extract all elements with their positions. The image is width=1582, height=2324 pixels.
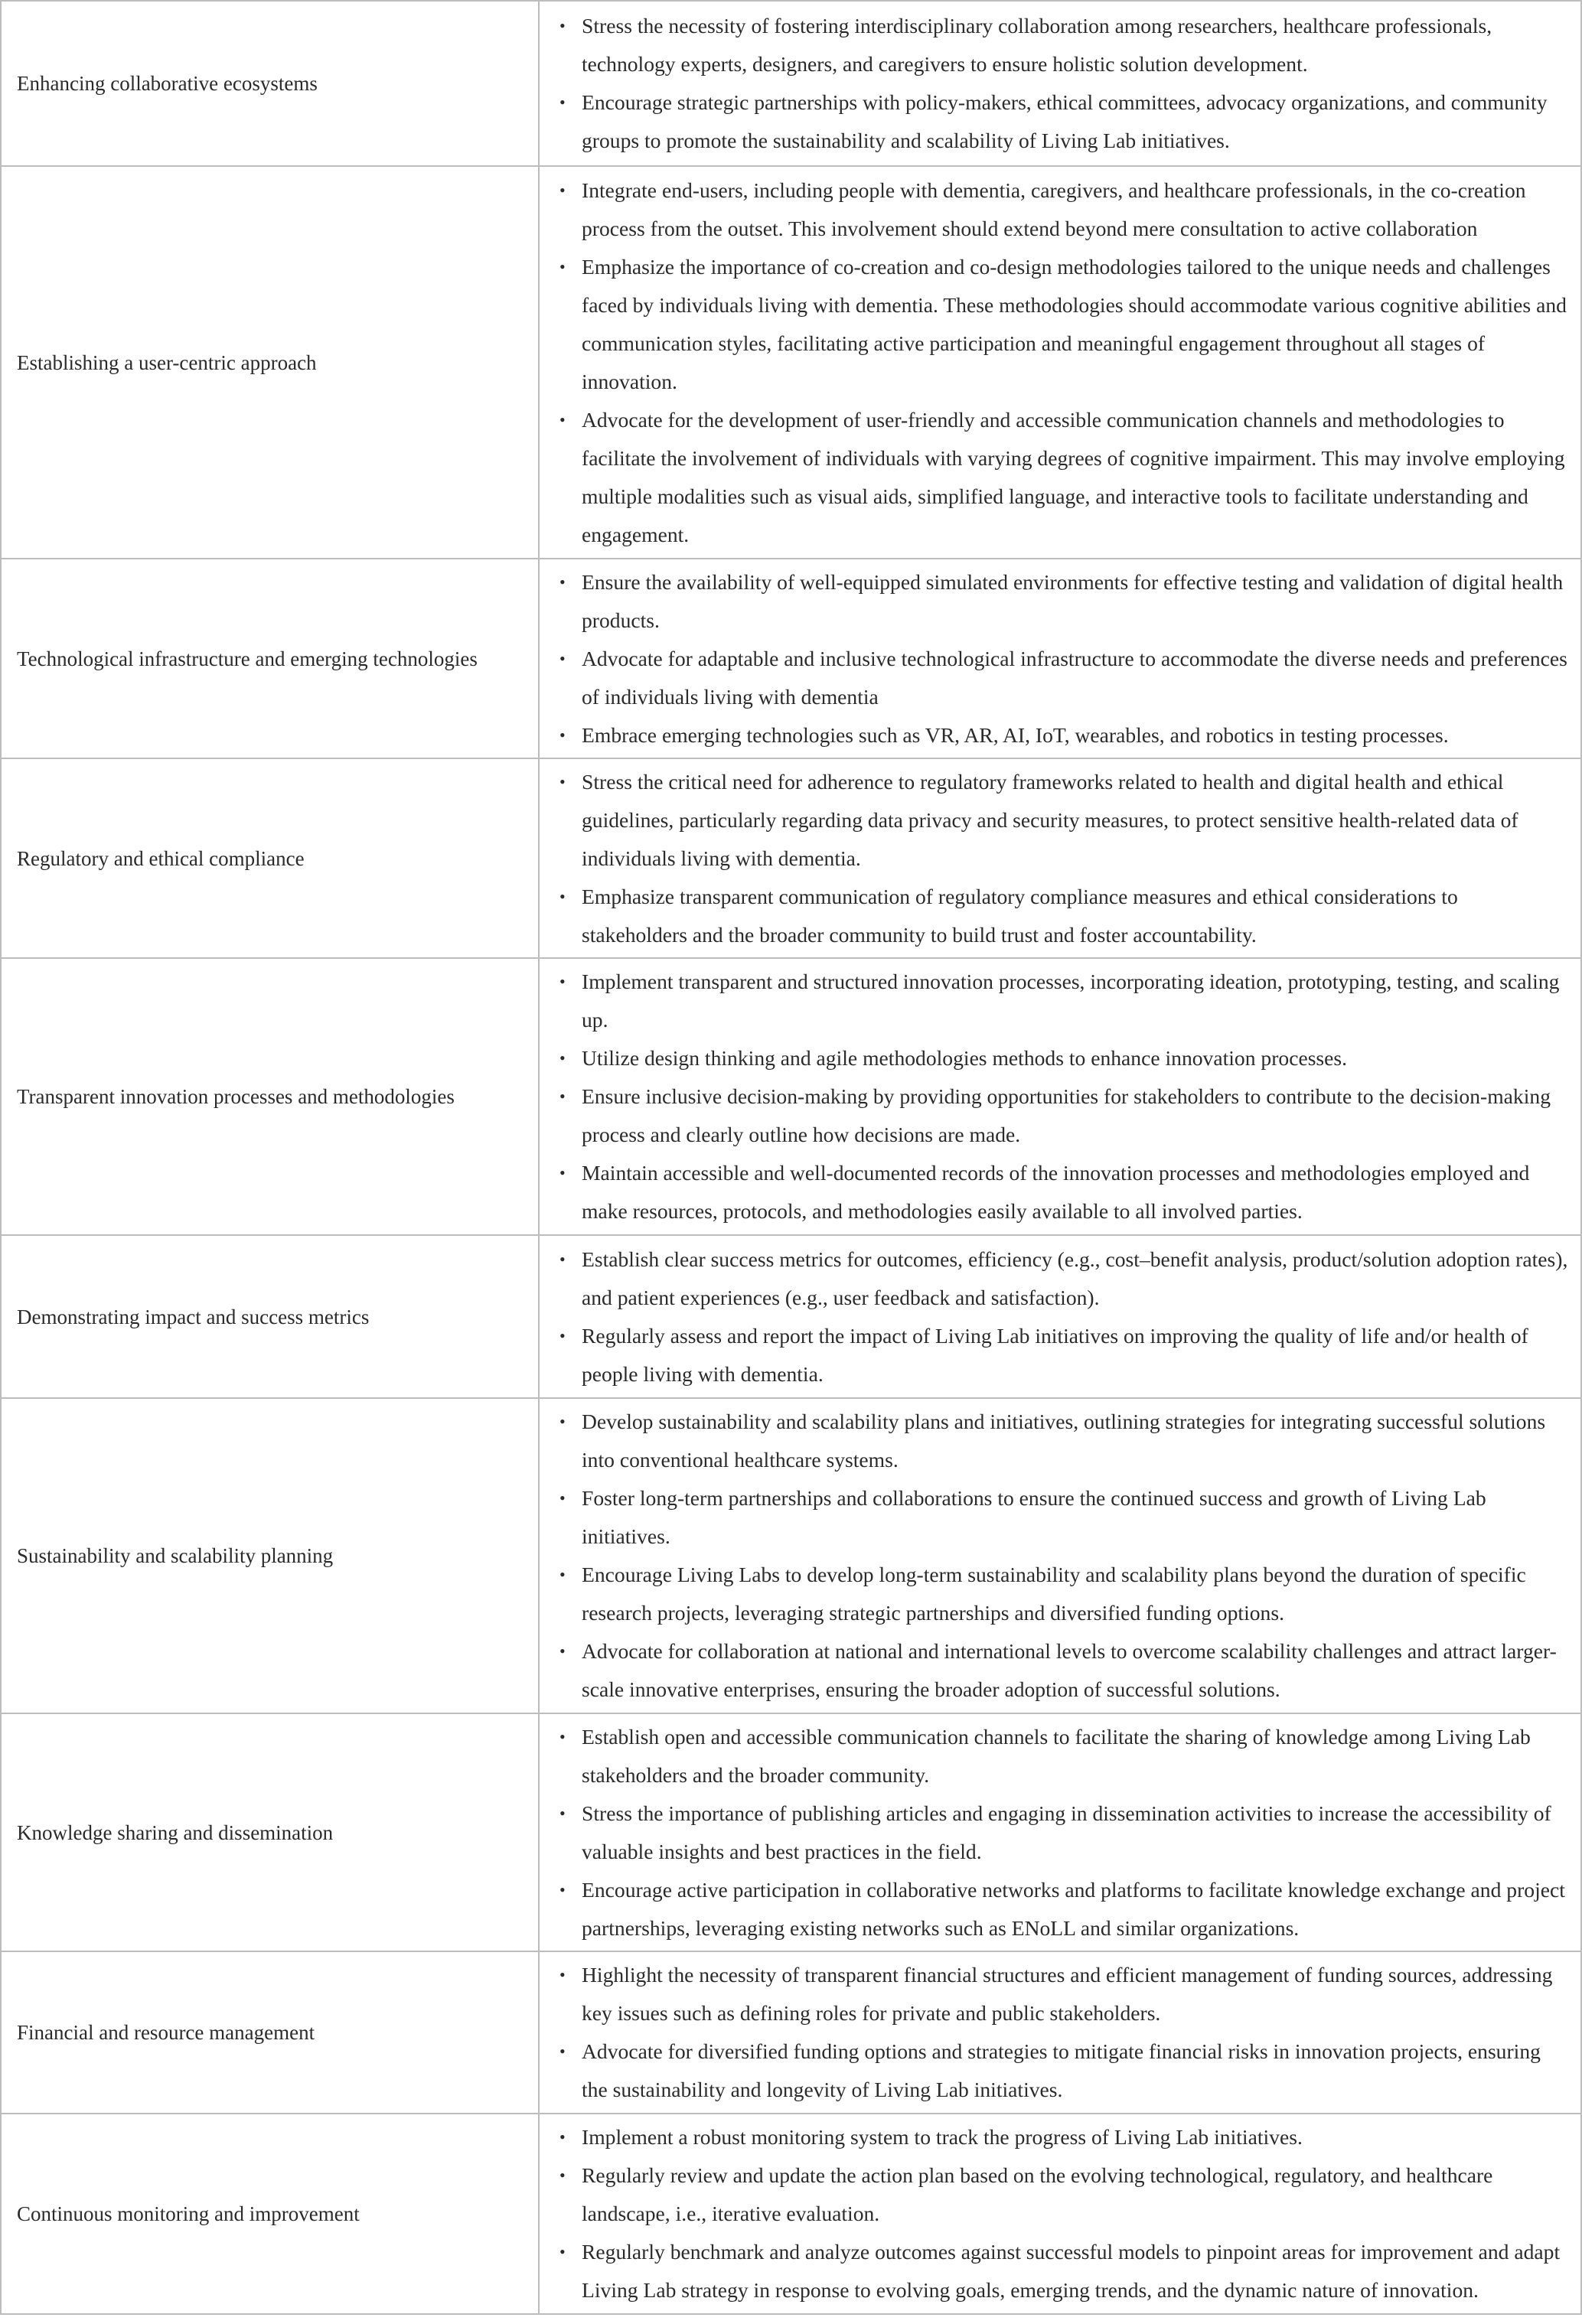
row-items-cell bbox=[539, 1, 1581, 166]
table-row bbox=[1, 2114, 1581, 2314]
bullet-icon: • bbox=[559, 16, 566, 35]
bullet-icon: • bbox=[559, 1879, 566, 1899]
row-label: Technological infrastructure and emerging technologies bbox=[17, 647, 478, 670]
bullet-icon: • bbox=[559, 1087, 566, 1106]
bullet-icon: • bbox=[559, 1249, 566, 1269]
bullet-icon: • bbox=[559, 2242, 566, 2261]
bullet-list bbox=[558, 1240, 1568, 1393]
list-item: • Emphasize the importance of co-creation and co-design methodologies tailored to the unique needs and challenges faced by individuals living with dementia. These methodologies should accommodate various cognitive abilities and communication styles, facilitating active participation and meaningful engagement throughout all stages of innovation. bbox=[558, 248, 1568, 401]
list-item: • Advocate for collaboration at national and international levels to overcome scalability challenges and attract larger-scale innovative enterprises, ensuring the broader adoption of successful solutions. bbox=[558, 1632, 1568, 1709]
list-item: • Implement transparent and structured innovation processes, incorporating ideation, prototyping, testing, and scaling up. bbox=[558, 963, 1568, 1039]
list-item: • Stress the importance of publishing articles and engaging in dissemination activities to increase the accessibility of valuable insights and best practices in the field. bbox=[558, 1794, 1568, 1871]
bullet-icon: • bbox=[559, 256, 566, 276]
bullet-list bbox=[558, 171, 1568, 554]
bullet-icon: • bbox=[559, 1048, 566, 1067]
list-item: • Encourage active participation in collaborative networks and platforms to facilitate knowledge exchange and project partnerships, leveraging existing networks such as ENoLL and similar organizations. bbox=[558, 1871, 1568, 1948]
row-label: Financial and resource management bbox=[17, 2021, 315, 2044]
row-label-cell bbox=[1, 1951, 539, 2114]
bullet-list bbox=[558, 1718, 1568, 1948]
bullet-icon: • bbox=[559, 1412, 566, 1431]
row-items-cell bbox=[539, 1235, 1581, 1398]
table-row bbox=[1, 1713, 1581, 1951]
table-row bbox=[1, 1951, 1581, 2114]
bullet-list bbox=[558, 2118, 1568, 2309]
row-label-cell bbox=[1, 1713, 539, 1951]
bullet-icon: • bbox=[559, 1726, 566, 1746]
bullet-icon: • bbox=[559, 2042, 566, 2061]
row-label-cell bbox=[1, 166, 539, 559]
row-label: Knowledge sharing and dissemination bbox=[17, 1820, 334, 1844]
bullet-icon: • bbox=[559, 725, 566, 745]
bullet-icon: • bbox=[559, 771, 566, 791]
table-row bbox=[1, 758, 1581, 958]
row-items-cell bbox=[539, 758, 1581, 958]
bullet-icon: • bbox=[559, 409, 566, 429]
bullet-icon: • bbox=[559, 886, 566, 906]
list-item: • Establish open and accessible communication channels to facilitate the sharing of knowledge among Living Lab stakeholders and the broader community. bbox=[558, 1718, 1568, 1794]
bullet-icon: • bbox=[559, 2166, 566, 2185]
row-items-cell bbox=[539, 2114, 1581, 2314]
list-item: • Maintain accessible and well-documented records of the innovation processes and methodologies employed and make resources, protocols, and methodologies easily available to all involved parties. bbox=[558, 1154, 1568, 1230]
bullet-list bbox=[558, 963, 1568, 1230]
list-item: • Encourage strategic partnerships with policy-makers, ethical committees, advocacy organizations, and community groups to promote the sustainability and scalability of Living Lab initiatives. bbox=[558, 83, 1568, 160]
row-label: Enhancing collaborative ecosystems bbox=[17, 72, 318, 95]
bullet-list bbox=[558, 7, 1568, 160]
bullet-icon: • bbox=[559, 1163, 566, 1182]
list-item: • Regularly assess and report the impact of Living Lab initiatives on improving the quality of life and/or health of people living with dementia. bbox=[558, 1317, 1568, 1393]
list-item: • Regularly benchmark and analyze outcomes against successful models to pinpoint areas for improvement and adapt Living Lab strategy in response to evolving goals, emerging trends, and the dynamic nature of innovation. bbox=[558, 2233, 1568, 2309]
row-label-cell bbox=[1, 2114, 539, 2314]
bullet-icon: • bbox=[559, 1641, 566, 1661]
bullet-icon: • bbox=[559, 180, 566, 200]
list-item: • Develop sustainability and scalability plans and initiatives, outlining strategies for integrating successful solutions into conventional healthcare systems. bbox=[558, 1403, 1568, 1479]
bullet-icon: • bbox=[559, 572, 566, 592]
list-item: • Highlight the necessity of transparent financial structures and efficient management of funding sources, addressing key issues such as defining roles for private and public stakeholders. bbox=[558, 1956, 1568, 2032]
list-item: • Emphasize transparent communication of regulatory compliance measures and ethical considerations to stakeholders and the broader community to build trust and foster accountability. bbox=[558, 878, 1568, 954]
row-label-cell bbox=[1, 559, 539, 758]
bullet-icon: • bbox=[559, 1565, 566, 1584]
row-label-cell bbox=[1, 958, 539, 1235]
row-label: Continuous monitoring and improvement bbox=[17, 2202, 360, 2225]
list-item: • Stress the necessity of fostering interdisciplinary collaboration among researchers, healthcare professionals, technology experts, designers, and caregivers to ensure holistic solution development. bbox=[558, 7, 1568, 83]
bullet-icon: • bbox=[559, 972, 566, 991]
bullet-icon: • bbox=[559, 648, 566, 668]
list-item: • Advocate for the development of user-friendly and accessible communication channels and methodologies to facilitate the involvement of individuals with varying degrees of cognitive impairment. This may involve employing multiple modalities such as visual aids, simplified language, and interactive tools to facilitate understanding and engagement. bbox=[558, 401, 1568, 554]
bullet-list bbox=[558, 1403, 1568, 1709]
table-row bbox=[1, 1235, 1581, 1398]
row-items-cell bbox=[539, 1951, 1581, 2114]
row-label: Sustainability and scalability planning bbox=[17, 1544, 334, 1567]
row-label: Establishing a user-centric approach bbox=[17, 350, 317, 374]
row-items-cell bbox=[539, 1713, 1581, 1951]
list-item: • Foster long-term partnerships and collaborations to ensure the continued success and growth of Living Lab initiatives. bbox=[558, 1479, 1568, 1556]
row-label: Regulatory and ethical compliance bbox=[17, 846, 305, 870]
row-label: Transparent innovation processes and methodologies bbox=[17, 1085, 455, 1108]
list-item: • Establish clear success metrics for outcomes, efficiency (e.g., cost–benefit analysis, product/solution adoption rates), and patient experiences (e.g., user feedback and satisfaction). bbox=[558, 1240, 1568, 1317]
table-row bbox=[1, 1398, 1581, 1713]
row-items-cell bbox=[539, 166, 1581, 559]
bullet-icon: • bbox=[559, 93, 566, 112]
bullet-icon: • bbox=[559, 1325, 566, 1345]
list-item: • Utilize design thinking and agile methodologies methods to enhance innovation processes. bbox=[558, 1039, 1568, 1077]
table-row bbox=[1, 958, 1581, 1235]
list-item: • Ensure inclusive decision-making by providing opportunities for stakeholders to contribute to the decision-making process and clearly outline how decisions are made. bbox=[558, 1077, 1568, 1154]
bullet-list bbox=[558, 563, 1568, 755]
list-item: • Ensure the availability of well-equipped simulated environments for effective testing and validation of digital health products. bbox=[558, 563, 1568, 640]
row-label-cell bbox=[1, 1398, 539, 1713]
bullet-icon: • bbox=[559, 1488, 566, 1508]
bullet-list bbox=[558, 763, 1568, 954]
list-item: • Regularly review and update the action plan based on the evolving technological, regulatory, and healthcare landscape, i.e., iterative evaluation. bbox=[558, 2156, 1568, 2233]
list-item: • Embrace emerging technologies such as VR, AR, AI, IoT, wearables, and robotics in testing processes. bbox=[558, 716, 1568, 755]
list-item: • Stress the critical need for adherence to regulatory frameworks related to health and digital health and ethical guidelines, particularly regarding data privacy and security measures, to protect sensitive health-related data of individuals living with dementia. bbox=[558, 763, 1568, 878]
table-row bbox=[1, 166, 1581, 559]
row-label-cell bbox=[1, 1235, 539, 1398]
bullet-icon: • bbox=[559, 1803, 566, 1823]
row-items-cell bbox=[539, 1398, 1581, 1713]
table-body bbox=[1, 1, 1581, 2314]
list-item: • Advocate for adaptable and inclusive technological infrastructure to accommodate the diverse needs and preferences of individuals living with dementia bbox=[558, 640, 1568, 716]
row-label-cell bbox=[1, 758, 539, 958]
row-items-cell bbox=[539, 958, 1581, 1235]
bullet-icon: • bbox=[559, 2127, 566, 2146]
list-item: • Advocate for diversified funding options and strategies to mitigate financial risks in innovation projects, ensuring the sustainability and longevity of Living Lab initiatives. bbox=[558, 2032, 1568, 2109]
row-label-cell bbox=[1, 1, 539, 166]
list-item: • Implement a robust monitoring system to track the progress of Living Lab initiatives. bbox=[558, 2118, 1568, 2156]
list-item: • Encourage Living Labs to develop long-term sustainability and scalability plans beyond the duration of specific research projects, leveraging strategic partnerships and diversified funding options. bbox=[558, 1556, 1568, 1632]
list-item: • Integrate end-users, including people with dementia, caregivers, and healthcare professionals, in the co-creation process from the outset. This involvement should extend beyond mere consultation to active collaboration bbox=[558, 171, 1568, 248]
row-items-cell bbox=[539, 559, 1581, 758]
table-row bbox=[1, 1, 1581, 166]
bullet-list bbox=[558, 1956, 1568, 2109]
bullet-icon: • bbox=[559, 1965, 566, 1984]
table-row bbox=[1, 559, 1581, 758]
row-label: Demonstrating impact and success metrics bbox=[17, 1305, 370, 1328]
